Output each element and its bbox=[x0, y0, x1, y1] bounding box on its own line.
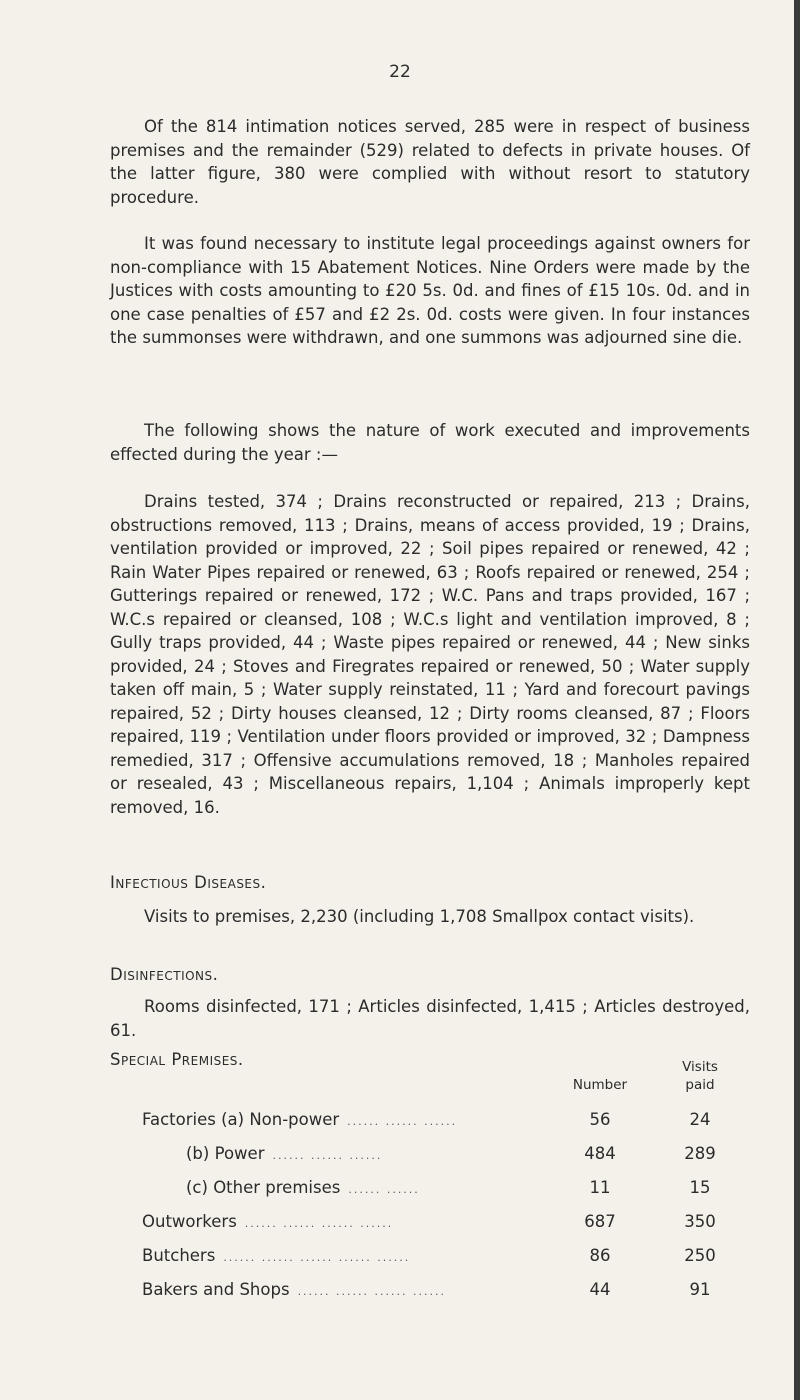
row-label: Bakers and Shops bbox=[142, 1279, 290, 1299]
table-row bbox=[110, 1238, 750, 1272]
row-label: (c) Other premises bbox=[186, 1177, 341, 1197]
table-row bbox=[110, 1136, 750, 1170]
row-number: 44 bbox=[589, 1279, 611, 1299]
row-visits: 250 bbox=[684, 1245, 716, 1265]
paragraph-disinfections: Rooms disinfected, 171 ; Articles disinfected, 1,415 ; Articles destroyed, 61. bbox=[110, 997, 750, 1040]
row-number: 56 bbox=[589, 1109, 611, 1129]
row-visits: 289 bbox=[684, 1143, 716, 1163]
special-premises-table bbox=[110, 1050, 750, 1306]
row-label: Outworkers bbox=[142, 1211, 237, 1231]
column-header-paid: paid bbox=[685, 1077, 715, 1093]
leader-dots: ...... ...... ...... bbox=[272, 1148, 383, 1162]
table-row bbox=[110, 1204, 750, 1238]
heading-special-premises: Special Premises. bbox=[110, 1050, 244, 1069]
paragraph-notices: Of the 814 intimation notices served, 285 were in respect of business premises and the remainder (529) related to defects in private houses. Of the latter figure, 380 were complied with without resort to statutory procedure. bbox=[110, 117, 750, 207]
table-row bbox=[110, 1272, 750, 1306]
column-header-visits: Visits bbox=[682, 1059, 718, 1075]
paragraph-work-list: Drains tested, 374 ; Drains reconstructed or repaired, 213 ; Drains, obstructions removed, 113 ; Drains, means of access provided, 19 ; Drains, ventilation provided or improved, 22 ; Soil pipes repaired or renewed, 42 ; Rain Water Pipes repaired or renewed, 63 ; Roofs repaired or renewed, 254 ; Gutterings repaired or renewed, 172 ; W.C. Pans and traps provided, 167 ; W.C.s repaired or cleansed, 108 ; W.C.s light and ventilation improved, 8 ; Gully traps provided, 44 ; Waste pipes repaired or renewed, 44 ; New sinks provided, 24 ; Stoves and Firegrates repaired or renewed, 50 ; Water supply taken off main, 5 ; Water supply reinstated, 11 ; Yard and forecourt pavings repaired, 52 ; Dirty houses cleansed, 12 ; Dirty rooms cleansed, 87 ; Floors repaired, 119 ; Ventilation under floors provided or improved, 32 ; Dampness remedied, 317 ; Offensive accumulations removed, 18 ; Manholes repaired or resealed, 43 ; Miscellaneous repairs, 1,104 ; Animals improperly kept removed, 16. bbox=[110, 492, 750, 817]
row-number: 687 bbox=[584, 1211, 616, 1231]
table-header-row bbox=[110, 1050, 750, 1102]
row-visits: 350 bbox=[684, 1211, 716, 1231]
leader-dots: ...... ...... ...... ...... ...... bbox=[223, 1250, 411, 1264]
row-label: Butchers bbox=[142, 1245, 216, 1265]
row-visits: 15 bbox=[689, 1177, 711, 1197]
row-number: 484 bbox=[584, 1143, 616, 1163]
page-number: 22 bbox=[389, 62, 411, 82]
page-edge bbox=[794, 0, 800, 1400]
row-visits: 91 bbox=[689, 1279, 711, 1299]
leader-dots: ...... ...... ...... ...... bbox=[244, 1216, 394, 1230]
row-label: (b) Power bbox=[186, 1143, 265, 1163]
heading-disinfections: Disinfections. bbox=[110, 965, 219, 984]
leader-dots: ...... ...... ...... bbox=[347, 1114, 458, 1128]
row-number: 11 bbox=[589, 1177, 611, 1197]
paragraph-legal-proceedings: It was found necessary to institute legal proceedings against owners for non-compliance with 15 Abatement Notices. Nine Orders were made by the Justices with costs amounting to £20 5s. 0d. and fines of £15 10s. 0d. and in one case penalties of £57 and £2 2s. 0d. costs were given. In four instances the summonses were withdrawn, and one summons was adjourned sine die. bbox=[110, 234, 750, 347]
table-row bbox=[110, 1102, 750, 1136]
leader-dots: ...... ...... bbox=[348, 1182, 420, 1196]
row-label: Factories (a) Non-power bbox=[142, 1109, 340, 1129]
leader-dots: ...... ...... ...... ...... bbox=[297, 1284, 446, 1298]
paragraph-infectious-visits: Visits to premises, 2,230 (including 1,708 Smallpox contact visits). bbox=[144, 907, 695, 926]
table-row bbox=[110, 1170, 750, 1204]
row-number: 86 bbox=[589, 1245, 611, 1265]
row-visits: 24 bbox=[689, 1109, 711, 1129]
heading-infectious-diseases: Infectious Diseases. bbox=[110, 873, 267, 892]
column-header-number: Number bbox=[572, 1077, 628, 1093]
paragraph-work-intro: The following shows the nature of work executed and improvements effected during the year :— bbox=[110, 421, 750, 464]
